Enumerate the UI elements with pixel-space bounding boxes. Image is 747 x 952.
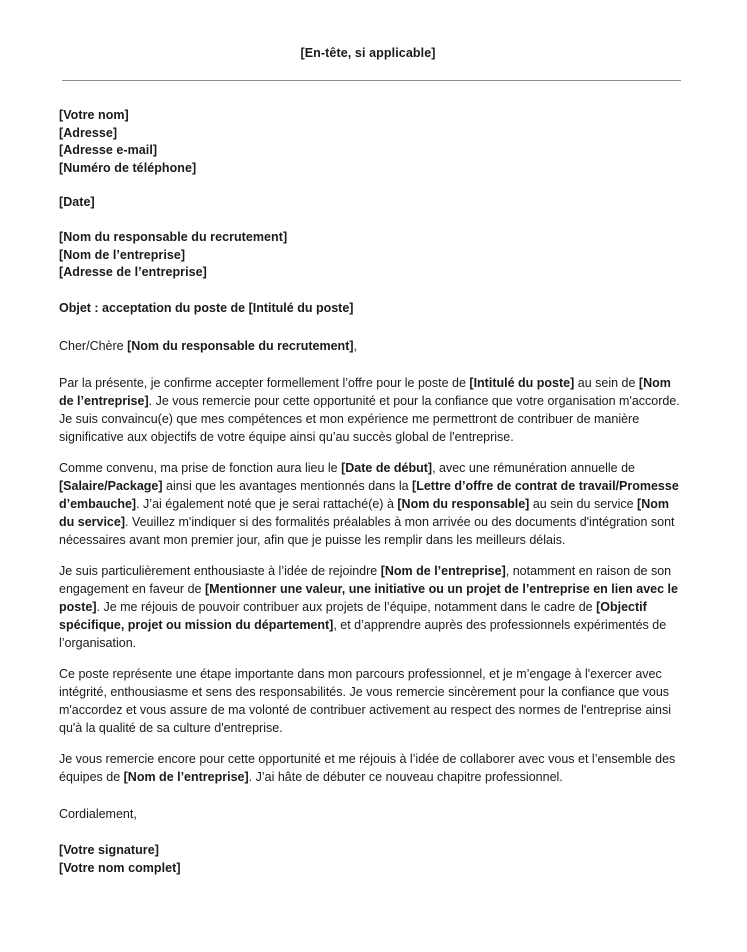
placeholder-field: [Nom de l’entreprise] (380, 564, 506, 579)
placeholder-field: [Lettre d’offre de contrat de travail/Promesse d’embauche] (59, 479, 679, 512)
paragraph-closing-thanks (59, 750, 681, 786)
placeholder-field: [Mentionner une valeur, une initiative ou un projet de l’entreprise en lien avec le poste] (59, 582, 678, 615)
recipient-line: [Adresse de l’entreprise] (59, 265, 207, 280)
salutation (59, 337, 681, 355)
sender-line: [Numéro de téléphone] (59, 160, 197, 175)
paragraph-motivation (59, 562, 681, 652)
paragraph-text: . J’ai également noté que je serai rattaché(e) à (136, 497, 398, 512)
paragraph-text: , notamment en raison de son engagement en faveur de (59, 564, 672, 597)
subject-line: Objet : acceptation du poste de [Intitulé du poste] (59, 300, 354, 315)
paragraph-text: Par la présente, je confirme accepter formellement l’offre pour le poste de (59, 376, 470, 391)
paragraph-text: au sein du service (529, 497, 638, 512)
sender-address-block (59, 107, 681, 177)
date-line: [Date] (59, 195, 95, 210)
placeholder-field: [Date de début] (341, 461, 433, 476)
placeholder-field: [Nom de l’entreprise] (123, 770, 249, 785)
signature-block (59, 842, 681, 877)
paragraph-acceptance (59, 374, 681, 446)
letterhead-placeholder: [En-tête, si applicable] (300, 46, 436, 60)
paragraph-text: Je suis particulièrement enthousiaste à l’idée de rejoindre (59, 564, 381, 579)
placeholder-field: [Objectif spécifique, projet ou mission du département] (59, 600, 647, 633)
paragraph-text: Comme convenu, ma prise de fonction aura lieu le (59, 461, 342, 476)
placeholder-field: [Salaire/Package] (59, 479, 163, 494)
placeholder-field: [Nom du responsable] (397, 497, 530, 512)
paragraph-text: au sein de (574, 376, 639, 391)
placeholder-field: [Nom du service] (59, 497, 669, 530)
placeholder-field: [Nom de l’entreprise] (59, 376, 671, 409)
paragraph-text: , avec une rémunération annuelle de (432, 461, 635, 476)
paragraph-text: . Veuillez m'indiquer si des formalités préalables à mon arrivée ou des documents d'intégration sont nécessaires avant mon premier jour, afin que je puisse les remplir dans les meilleurs délais. (59, 515, 675, 548)
placeholder-field: [Intitulé du poste] (469, 376, 575, 391)
paragraph-text: . J’ai hâte de débuter ce nouveau chapitre professionnel. (248, 770, 563, 785)
sender-line: [Votre nom] (59, 108, 129, 122)
paragraph-text: . Je me réjouis de pouvoir contribuer aux projets de l’équipe, notamment dans le cadre de (96, 600, 597, 615)
signature-line: [Votre nom complet] (59, 860, 181, 875)
salutation-prefix: Cher/Chère (59, 339, 128, 354)
recipient-line: [Nom du responsable du recrutement] (59, 229, 288, 244)
paragraph-text: , et d’apprendre auprès des professionnels expérimentés de l’organisation. (59, 618, 667, 651)
letter-body (59, 374, 681, 786)
recipient-address-block (59, 229, 681, 282)
paragraph-text: Ce poste représente une étape importante dans mon parcours professionnel, et je m’engage à l'exercer avec intégrité, enthousiasme et sens des responsabilités. Je vous remercie sincèrement pour la confiance que vous m'accordez et vous assure de ma volonté de contribuer activement au respect des normes de l'entreprise ainsi qu'à la qualité de sa culture d'entreprise. (59, 667, 672, 736)
closing-salutation: Cordialement, (59, 807, 137, 822)
paragraph-terms (59, 459, 681, 549)
paragraph-commitment (59, 665, 681, 737)
paragraph-text: . Je vous remercie pour cette opportunité et pour la confiance que votre organisation m'accorde. Je suis convaincu(e) que mes compétences et mon expérience me permettront de contribuer de manière significative aux objectifs de votre équipe ainsi qu’au succès global de l'entreprise. (59, 394, 680, 445)
signature-line: [Votre signature] (59, 843, 159, 858)
date-block (59, 194, 681, 212)
recipient-line: [Nom de l’entreprise] (59, 247, 186, 262)
salutation-placeholder: [Nom du responsable du recrutement] (127, 339, 354, 354)
sender-line: [Adresse e-mail] (59, 143, 158, 158)
sender-line: [Adresse] (59, 125, 118, 140)
header-divider (62, 80, 681, 81)
salutation-suffix: , (353, 339, 358, 354)
paragraph-text: ainsi que les avantages mentionnés dans la (162, 479, 413, 494)
paragraph-text: Je vous remercie encore pour cette opportunité et me réjouis à l’idée de collaborer avec vous et l’ensemble des équipes de (59, 752, 676, 785)
